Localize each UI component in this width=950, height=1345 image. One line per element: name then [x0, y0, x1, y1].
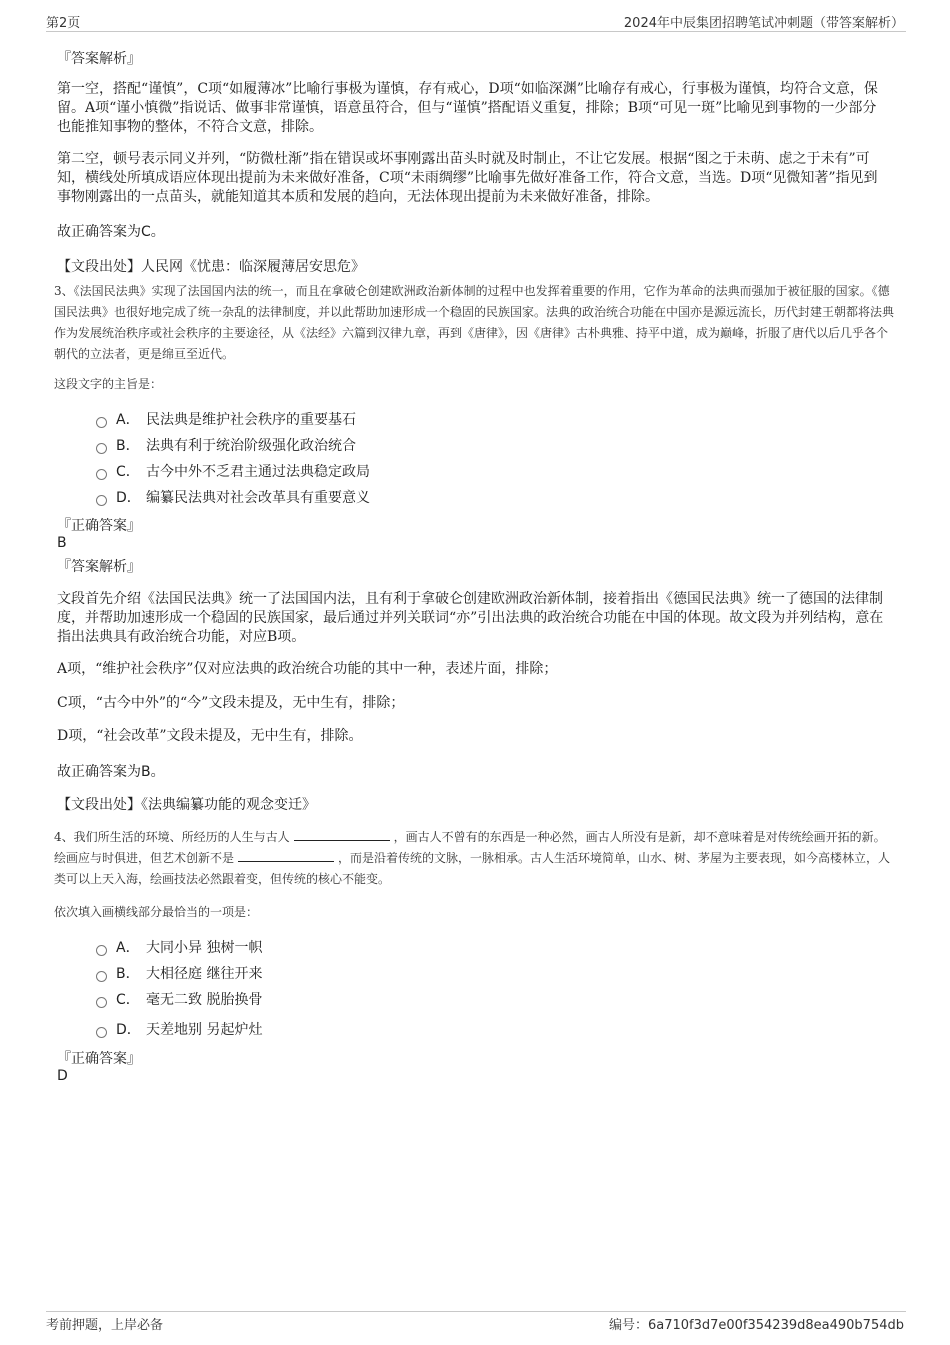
- code-value: 6a710f3d7e00f354239d8ea490b754db: [647, 1318, 904, 1333]
- question-text: 3、《法国民法典》实现了法国国内法的统一，而且在拿破仑创建欧洲政治新体制的过程中也发挥着重要的作用，它作为革命的法典而强加于被征服的国家。《德国民法典》也很好地完成了统一杂乱的法律制度，并以此帮助加速形成一个稳固的民族国家。法典的政治统合功能在中国亦是源远流长，历代封建王朝都将法典作为发展统治秩序或社会秩序的主要途径，从《法经》六篇到汉律九章，再到《唐律》，因《唐律》古朴典雅、持平中道，成为巅峰，折服了唐代以后几乎各个朝代的立法者，更是绵亘至近代。: [54, 284, 895, 361]
- question-text: [54, 827, 894, 890]
- correct-answer-label: 『正确答案』: [57, 518, 141, 534]
- source-citation: 【文段出处】人民网《忧患：临深履薄居安思危》: [57, 259, 365, 275]
- option-text: 大相径庭 继往开来: [146, 966, 263, 982]
- option-text: 编纂民法典对社会改革具有重要意义: [146, 490, 370, 506]
- radio-icon[interactable]: [96, 443, 107, 454]
- question-text-part: 4、我们所生活的环境、所经历的人生与古人: [54, 830, 290, 844]
- option-c[interactable]: [96, 989, 262, 1009]
- analysis-paragraph: 第一空，搭配“谨慎”，C项“如履薄冰”比喻行事极为谨慎，存有戒心，D项“如临深渊”比喻存有戒心，行事极为谨慎，均符合文意，保留。A项“谨小慎微”指说话、做事非常谨慎，语意虽符合，但与“谨慎”搭配语义重复，排除；B项“可见一斑”比喻见到事物的一少部分也能推知事物的整体，不符合文意，排除。: [57, 81, 878, 135]
- option-letter: C．: [116, 464, 140, 480]
- question-text-part: ，画古人不曾有的东西是一种必然，画古人所没有是新，却不意味着是对传统绘画开拓的新。绘画应与时俱进，但艺术创新不是: [54, 830, 886, 865]
- analysis-paragraph: A项，“维护社会秩序”仅对应法典的政治统合功能的其中一种，表述片面，排除；: [57, 661, 558, 677]
- correct-answer: D: [57, 1068, 68, 1084]
- option-text: 民法典是维护社会秩序的重要基石: [146, 412, 356, 428]
- question-prompt: 依次填入画横线部分最恰当的一项是：: [54, 905, 259, 919]
- radio-icon[interactable]: [96, 495, 107, 506]
- radio-icon[interactable]: [96, 945, 107, 956]
- analysis-paragraph: 文段首先介绍《法国民法典》统一了法国国内法，且有利于拿破仑创建欧洲政治新体制，接着指出《德国民法典》统一了德国的法律制度，并帮助加速形成一个稳固的民族国家，最后通过并列关联词“亦”引出法典的政治统合功能在中国的体现。故文段为并列结构，意在指出法典具有政治统合功能，对应B项。: [57, 591, 884, 645]
- fill-blank: [294, 828, 390, 841]
- correct-answer-label: 『正确答案』: [57, 1051, 141, 1067]
- radio-icon[interactable]: [96, 997, 107, 1008]
- analysis-label: 『答案解析』: [57, 51, 141, 67]
- option-a[interactable]: [96, 937, 262, 957]
- header-divider: [46, 31, 906, 32]
- answer-conclusion: 故正确答案为C。: [57, 224, 165, 240]
- option-b[interactable]: [96, 963, 262, 983]
- analysis-paragraph: 第二空，顿号表示同义并列，“防微杜渐”指在错误或坏事刚露出苗头时就及时制止，不让它发展。根据“图之于未萌、虑之于未有”可知，横线处所填成语应体现出提前为未来做好准备，C项“未雨绸缪”比喻事先做好准备工作，符合文意，当选。D项“见微知著”指见到事物刚露出的一点苗头，就能知道其本质和发展的趋向，无法体现出提前为未来做好准备，排除。: [57, 151, 878, 205]
- option-letter: B．: [116, 438, 140, 454]
- radio-icon[interactable]: [96, 469, 107, 480]
- analysis-paragraph: D项，“社会改革”文段未提及，无中生有，排除。: [57, 728, 363, 744]
- option-letter: A．: [116, 940, 140, 956]
- radio-icon[interactable]: [96, 971, 107, 982]
- code-label: 编号：: [608, 1318, 648, 1333]
- footer-slogan: 考前押题，上岸必备: [46, 1318, 164, 1333]
- option-text: 大同小异 独树一帜: [146, 940, 263, 956]
- document-title: 2024年中辰集团招聘笔试冲刺题（带答案解析）: [623, 16, 904, 31]
- analysis-label: 『答案解析』: [57, 559, 141, 575]
- radio-icon[interactable]: [96, 1027, 107, 1038]
- option-a[interactable]: [96, 409, 356, 429]
- page-number: 第2页: [46, 16, 81, 31]
- answer-conclusion: 故正确答案为B。: [57, 764, 165, 780]
- option-text: 天差地别 另起炉灶: [146, 1022, 263, 1038]
- source-citation: 【文段出处】《法典编纂功能的观念变迁》: [57, 797, 316, 813]
- radio-icon[interactable]: [96, 417, 107, 428]
- option-text: 毫无二致 脱胎换骨: [146, 992, 263, 1008]
- option-letter: B．: [116, 966, 140, 982]
- footer-divider: [46, 1311, 906, 1312]
- option-b[interactable]: [96, 435, 356, 455]
- option-d[interactable]: [96, 487, 370, 507]
- correct-answer: B: [57, 535, 67, 551]
- question-prompt: 这段文字的主旨是：: [54, 377, 163, 391]
- analysis-paragraph: C项，“古今中外”的“今”文段未提及，无中生有，排除；: [57, 695, 405, 711]
- option-letter: C．: [116, 992, 140, 1008]
- fill-blank: [238, 849, 334, 862]
- option-letter: A．: [116, 412, 140, 428]
- option-text: 古今中外不乏君主通过法典稳定政局: [146, 464, 370, 480]
- document-code: [609, 1314, 904, 1333]
- option-c[interactable]: [96, 461, 370, 481]
- option-text: 法典有利于统治阶级强化政治统合: [146, 438, 356, 454]
- option-d[interactable]: [96, 1019, 262, 1039]
- question-text-part: ，而是沿着传统的文脉，一脉相承。古人生活环境简单，山水、树、茅屋为主要表现，如今高楼林立，人类可以上天入海，绘画技法必然跟着变，但传统的核心不能变。: [54, 851, 891, 886]
- option-letter: D．: [116, 490, 141, 506]
- option-letter: D．: [116, 1022, 141, 1038]
